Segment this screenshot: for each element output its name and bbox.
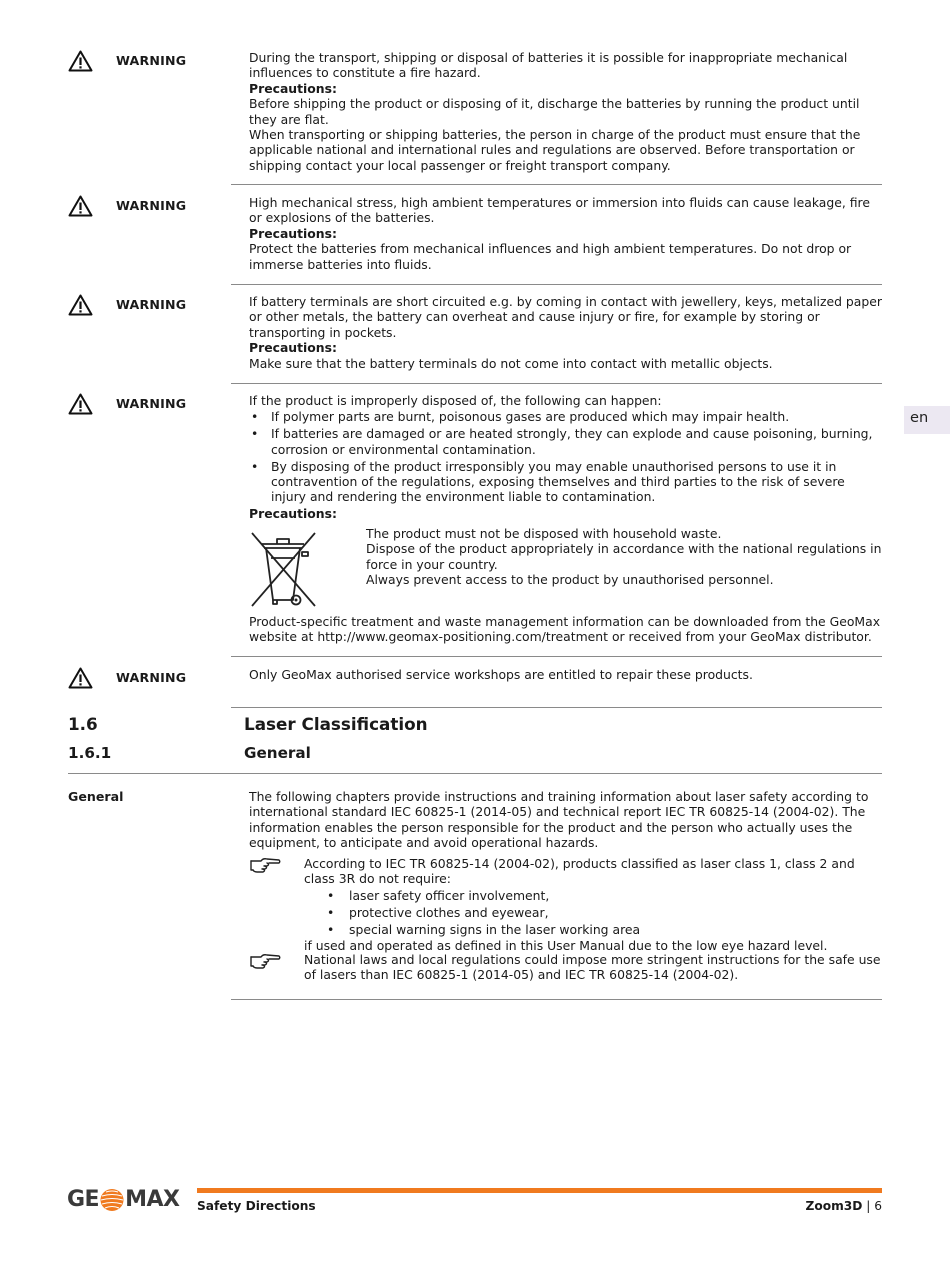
list-item: • If polymer parts are burnt, poisonous gases are produced which may impair health. <box>249 409 883 424</box>
precautions-heading: Precautions: <box>249 506 337 522</box>
warning-text <box>249 294 883 371</box>
logo-text: GE <box>67 1187 100 1213</box>
language-tab[interactable] <box>904 406 950 434</box>
precaution-text: Make sure that the battery terminals do not come into contact with metallic objects. <box>249 355 773 371</box>
precautions-heading: Precautions: <box>249 225 337 241</box>
warning-text <box>249 195 883 272</box>
hazard-list <box>249 409 883 504</box>
divider <box>231 999 882 1000</box>
warning-label: WARNING <box>116 198 187 213</box>
section-number: 1.6 <box>68 714 98 734</box>
note-text: if used and operated as defined in this User Manual due to the low eye hazard level. <box>304 938 828 954</box>
warning-label: WARNING <box>116 297 187 312</box>
globe-icon <box>99 1188 125 1212</box>
precaution-text: Before shipping the product or disposing of it, discharge the batteries by running the product until they are flat. <box>249 96 860 127</box>
list-item: • By disposing of the product irresponsibly you may enable unauthorised persons to use it in contravention of the regulations, exposing themselves and third parties to the risk of severe injury and rendering the environment liable to contamination. <box>249 459 883 505</box>
note-text: National laws and local regulations could impose more stringent instructions for the safe use of lasers than IEC 60825-1 (2014-05) and IEC TR 60825-14 (2004-02). <box>304 952 881 983</box>
divider <box>231 707 882 708</box>
warning-intro: Only GeoMax authorised service workshops are entitled to repair these products. <box>249 667 753 682</box>
disposal-line: Always prevent access to the product by unauthorised personnel. <box>366 572 774 588</box>
divider <box>231 184 882 185</box>
geomax-logo <box>67 1187 179 1213</box>
general-intro: The following chapters provide instructions and training information about laser safety according to international standard IEC 60825-1 (2014-05) and technical report IEC TR 60825-14 (2004-02). The information enables the person responsible for the product and the person who actually uses the equipment, to anticipate and avoid operational hazards. <box>249 789 869 851</box>
disposal-line: The product must not be disposed with household waste. <box>366 526 722 541</box>
precaution-text: When transporting or shipping batteries, the person in charge of the product must ensure that the applicable national and international rules and regulations are observed. Before transportation or shipping contact your local passenger or freight transport company. <box>249 127 861 173</box>
warning-intro: High mechanical stress, high ambient temperatures or immersion into fluids can cause leakage, fire or explosions of the batteries. <box>249 195 870 226</box>
margin-label: General <box>68 789 124 804</box>
warning-text <box>249 50 883 173</box>
disposal-instructions <box>366 526 883 588</box>
subsection-title: General <box>244 744 311 762</box>
warning-label: WARNING <box>116 670 187 685</box>
section-title: Laser Classification <box>244 714 428 734</box>
warning-triangle-icon <box>68 294 93 316</box>
disposal-line: Dispose of the product appropriately in accordance with the national regulations in force in your country. <box>366 541 882 572</box>
warning-intro: During the transport, shipping or disposal of batteries it is possible for inappropriate mechanical influences to constitute a fire hazard. <box>249 50 848 81</box>
footer-separator: | <box>866 1199 871 1213</box>
requirement-list <box>304 888 883 937</box>
footer-accent-bar <box>197 1188 882 1193</box>
warning-triangle-icon <box>68 667 93 689</box>
pointing-hand-icon <box>249 953 281 971</box>
warning-intro: If battery terminals are short circuited e.g. by coming in contact with jewellery, keys, metalized paper or other metals, the battery can overheat and cause injury or fire, for example by storing or transporting in pockets. <box>249 294 882 340</box>
language-tab-label: en <box>910 409 929 426</box>
warning-triangle-icon <box>68 195 93 217</box>
divider <box>68 773 882 774</box>
logo-text: MAX <box>125 1187 180 1213</box>
warning-intro: If the product is improperly disposed of, the following can happen: <box>249 393 662 408</box>
precautions-heading: Precautions: <box>249 340 337 356</box>
list-item: • special warning signs in the laser working area <box>304 922 883 937</box>
page-number: 6 <box>874 1199 882 1213</box>
warning-triangle-icon <box>68 50 93 72</box>
pointing-hand-icon <box>249 857 281 875</box>
footer-section: Safety Directions <box>197 1199 316 1213</box>
warning-label: WARNING <box>116 396 187 411</box>
crossed-out-bin-icon <box>249 530 317 608</box>
divider <box>231 284 882 285</box>
waste-info-text: Product-specific treatment and waste management information can be downloaded from the GeoMax website at http://www.geomax-positioning.com/treatment or received from your GeoMax distributor. <box>249 614 881 645</box>
list-item: • If batteries are damaged or are heated strongly, they can explode and cause poisoning, burning, corrosion or environmental contamination. <box>249 426 883 457</box>
divider <box>231 656 882 657</box>
warning-label: WARNING <box>116 53 187 68</box>
footer-page-info <box>805 1199 882 1214</box>
list-item: • protective clothes and eyewear, <box>304 905 883 920</box>
warning-triangle-icon <box>68 393 93 415</box>
subsection-number: 1.6.1 <box>68 744 112 762</box>
precaution-text: Protect the batteries from mechanical influences and high ambient temperatures. Do not drop or immerse batteries into fluids. <box>249 241 852 272</box>
note-block <box>304 856 883 954</box>
divider <box>231 383 882 384</box>
footer-product: Zoom3D <box>805 1199 863 1213</box>
list-item: • laser safety officer involvement, <box>304 888 883 903</box>
warning-text <box>249 393 883 522</box>
note-text: According to IEC TR 60825-14 (2004-02), products classified as laser class 1, class 2 and class 3R do not require: <box>304 856 855 887</box>
precautions-heading: Precautions: <box>249 80 337 96</box>
